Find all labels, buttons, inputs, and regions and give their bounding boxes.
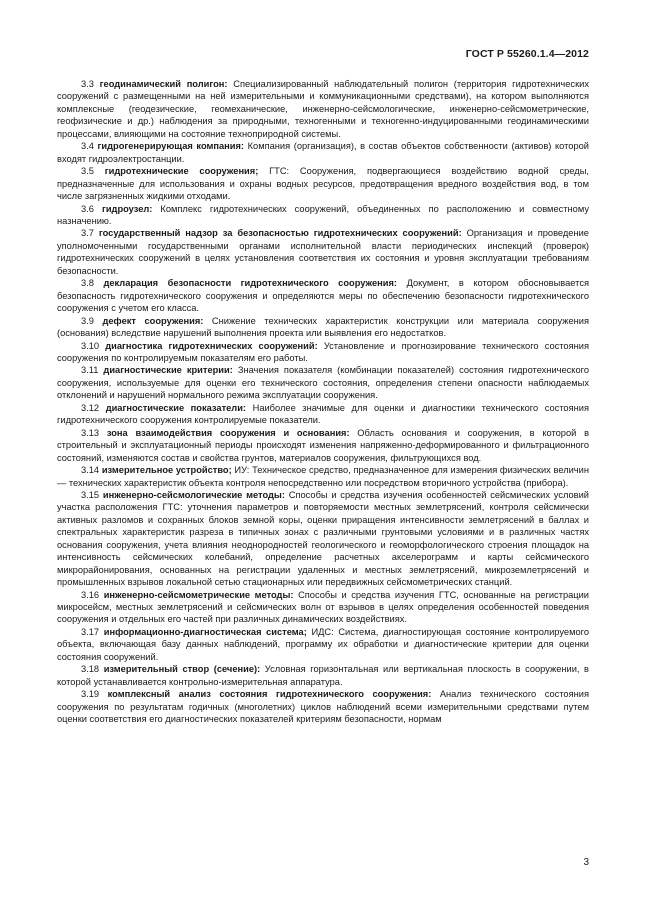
definition-number: 3.14 xyxy=(81,465,100,476)
definition-text: Организация и проведение уполномоченными государственными органами исполнительной власти периодических инспекций (проверок) гидротехнических сооружений в целях установления соответствия их состояния и уровня эксплуатации требованиям безопасности. xyxy=(57,228,589,276)
definition-paragraph xyxy=(57,78,589,140)
definition-paragraph xyxy=(57,140,589,165)
definition-term: диагностические критерии: xyxy=(103,365,233,376)
definition-text: Компания (организация), в состав объектов собственности (активов) которой входят гидроэлектростанции. xyxy=(57,141,589,164)
definition-number: 3.18 xyxy=(81,664,100,675)
definition-number: 3.16 xyxy=(81,589,100,600)
definition-text: Установление и прогнозирование технического состояния сооружения по контролируемым показателям его работы. xyxy=(57,340,589,363)
definition-text: Специализированный наблюдательный полигон (территория гидротехнических сооружений с размещенными на ней измерительными и коммуникационными средствами), на котором выполняются комплексные (геодезические, геомеханические, инженерно-сейсмологические, инженерно-сейсмометрические, геофизические и др.) наблюдения за природными, техногенными и техногенно-индуцированными геодинамическими процессами, влияющими на состояние техноприродной системы. xyxy=(57,79,589,139)
definition-text: Способы и средства изучения особенностей сейсмических условий участка расположения ГТС: уточнения параметров и повторяемости местных землетрясений, контроля сейсмически активных разломов и сохранных блоков земной коры, оценки приращения интенсивности землетрясений в баллах и спектральных характеристик разреза в типичных зонах с различными грунтовыми условиями и в различных частях основания сооружения, учета влияния неоднородностей геологического и геоморфологического строения площадок на интенсивность сейсмических колебаний, определение расчетных акселерограмм и карты сейсмического микрорайонирования, основанных на регистрации удаленных и местных землетрясений, микроземлетрясений и промышленных взрывов локальной сетью стационарных или передвижных сейсмометрических станций. xyxy=(57,489,590,588)
definition-term: гидрогенерирующая компания: xyxy=(97,141,245,152)
definition-paragraph xyxy=(57,688,589,725)
definition-text: Документ, в котором обосновывается безопасность гидротехнического сооружения и определяются меры по обеспечению безопасности гидротехнического сооружения с учетом его класса. xyxy=(57,278,590,314)
definition-paragraph xyxy=(57,464,589,489)
document-code-header: ГОСТ Р 55260.1.4—2012 xyxy=(465,48,589,60)
definition-paragraph xyxy=(57,402,589,427)
definition-number: 3.12 xyxy=(81,402,100,413)
definition-paragraph xyxy=(57,663,589,688)
definition-term: инженерно-сейсмометрические методы: xyxy=(103,589,294,600)
definition-term: гидротехнические сооружения; xyxy=(104,166,259,177)
definition-term: декларация безопасности гидротехнического сооружения: xyxy=(103,278,398,289)
definition-paragraph xyxy=(57,227,589,277)
definition-number: 3.5 xyxy=(81,166,94,177)
definition-number: 3.19 xyxy=(81,689,100,700)
definition-term: измерительное устройство; xyxy=(101,465,232,476)
definition-number: 3.7 xyxy=(81,228,94,239)
definition-text: Значения показателя (комбинации показателей) состояния гидротехнического сооружения, используемые для оценки его технического состояния, определения степени опасности наблюдаемых отклонений и нарушений нормального режима эксплуатации сооружения. xyxy=(57,365,589,401)
definition-number: 3.13 xyxy=(81,427,100,438)
definition-text: Комплекс гидротехнических сооружений, объединенных по расположению и совместному назначению. xyxy=(57,203,589,226)
definition-paragraph xyxy=(57,165,589,202)
definition-number: 3.17 xyxy=(81,626,100,637)
definition-text: Анализ технического состояния сооружения по результатам годичных (многолетних) циклов наблюдений всеми измерительными средствами путем оценки соответствия его диагностических показателей критериям безопасности, нормам xyxy=(57,689,589,725)
definition-term: гидроузел: xyxy=(101,203,153,214)
definition-term: диагностика гидротехнических сооружений: xyxy=(105,340,318,351)
definition-number: 3.15 xyxy=(81,489,100,500)
definition-paragraph xyxy=(57,315,589,340)
definition-term: комплексный анализ состояния гидротехнического сооружения: xyxy=(107,689,432,700)
definitions-section xyxy=(57,78,589,726)
definition-paragraph xyxy=(57,340,589,365)
definition-paragraph xyxy=(57,277,589,314)
definition-number: 3.10 xyxy=(81,340,100,351)
definition-paragraph xyxy=(57,364,589,401)
definition-term: зона взаимодействия сооружения и основания: xyxy=(106,427,350,438)
definition-paragraph xyxy=(57,203,589,228)
definition-paragraph xyxy=(57,589,589,626)
definition-term: диагностические показатели: xyxy=(105,402,247,413)
definition-text: ИУ: Техническое средство, предназначенное для измерения физических величин — технических характеристик объекта контроля непосредственно или посредством вторичного устройства (прибора). xyxy=(57,465,589,488)
definition-text: Область основания и сооружения, в которой в строительный и эксплуатационный периоды происходят изменения напряженно-деформированного и фильтрационного состояний, изменяются состав и свойства грунтов, материалов сооружения, фильтрующихся вод. xyxy=(57,427,590,463)
definition-text: Наиболее значимые для оценки и диагностики технического состояния гидротехнического сооружения контролируемые показатели. xyxy=(57,402,589,426)
definition-number: 3.3 xyxy=(81,79,94,89)
definition-paragraph xyxy=(57,489,589,589)
definition-text: Способы и средства изучения ГТС, основанные на регистрации микросейсм, местных землетрясений и сейсмических волн от взрывов в целях определения особенностей поведения сооружения и отдельных его частей при различных динамических воздействиях. xyxy=(57,589,590,625)
definition-term: инженерно-сейсмологические методы: xyxy=(102,489,285,500)
definition-term: государственный надзор за безопасностью гидротехнических сооружений: xyxy=(98,228,462,239)
definition-number: 3.9 xyxy=(81,315,94,326)
page-number: 3 xyxy=(583,857,589,868)
definition-term: информационно-диагностическая система; xyxy=(103,626,307,637)
definition-paragraph xyxy=(57,626,589,663)
definition-text: Условная горизонтальная или вертикальная плоскость в сооружении, в которой устанавливается контрольно-измерительная аппаратура. xyxy=(57,664,590,687)
definition-text: ГТС: Сооружения, подвергающиеся воздействию водной среды, предназначенные для использования и охраны водных ресурсов, предотвращения вредного воздействия вод, в том числе загрязненных жидкими отходами. xyxy=(57,166,589,202)
definition-number: 3.4 xyxy=(81,141,94,152)
definition-term: геодинамический полигон: xyxy=(99,79,228,89)
definition-number: 3.8 xyxy=(81,278,94,289)
definition-text: Снижение технических характеристик конструкции или материала сооружения (основания) вследствие нарушений выполнения проекта или выявления его недостатков. xyxy=(57,315,590,339)
definition-term: измерительный створ (сечение): xyxy=(103,664,261,675)
definition-number: 3.6 xyxy=(81,203,94,214)
definition-number: 3.11 xyxy=(81,365,99,376)
definition-term: дефект сооружения: xyxy=(102,315,204,326)
definition-text: ИДС: Система, диагностирующая состояние контролируемого объекта, включающая базу данных наблюдений, программу их обработки и диагностические критерии для оценки состояния сооружений. xyxy=(57,626,589,662)
definition-paragraph xyxy=(57,427,589,464)
